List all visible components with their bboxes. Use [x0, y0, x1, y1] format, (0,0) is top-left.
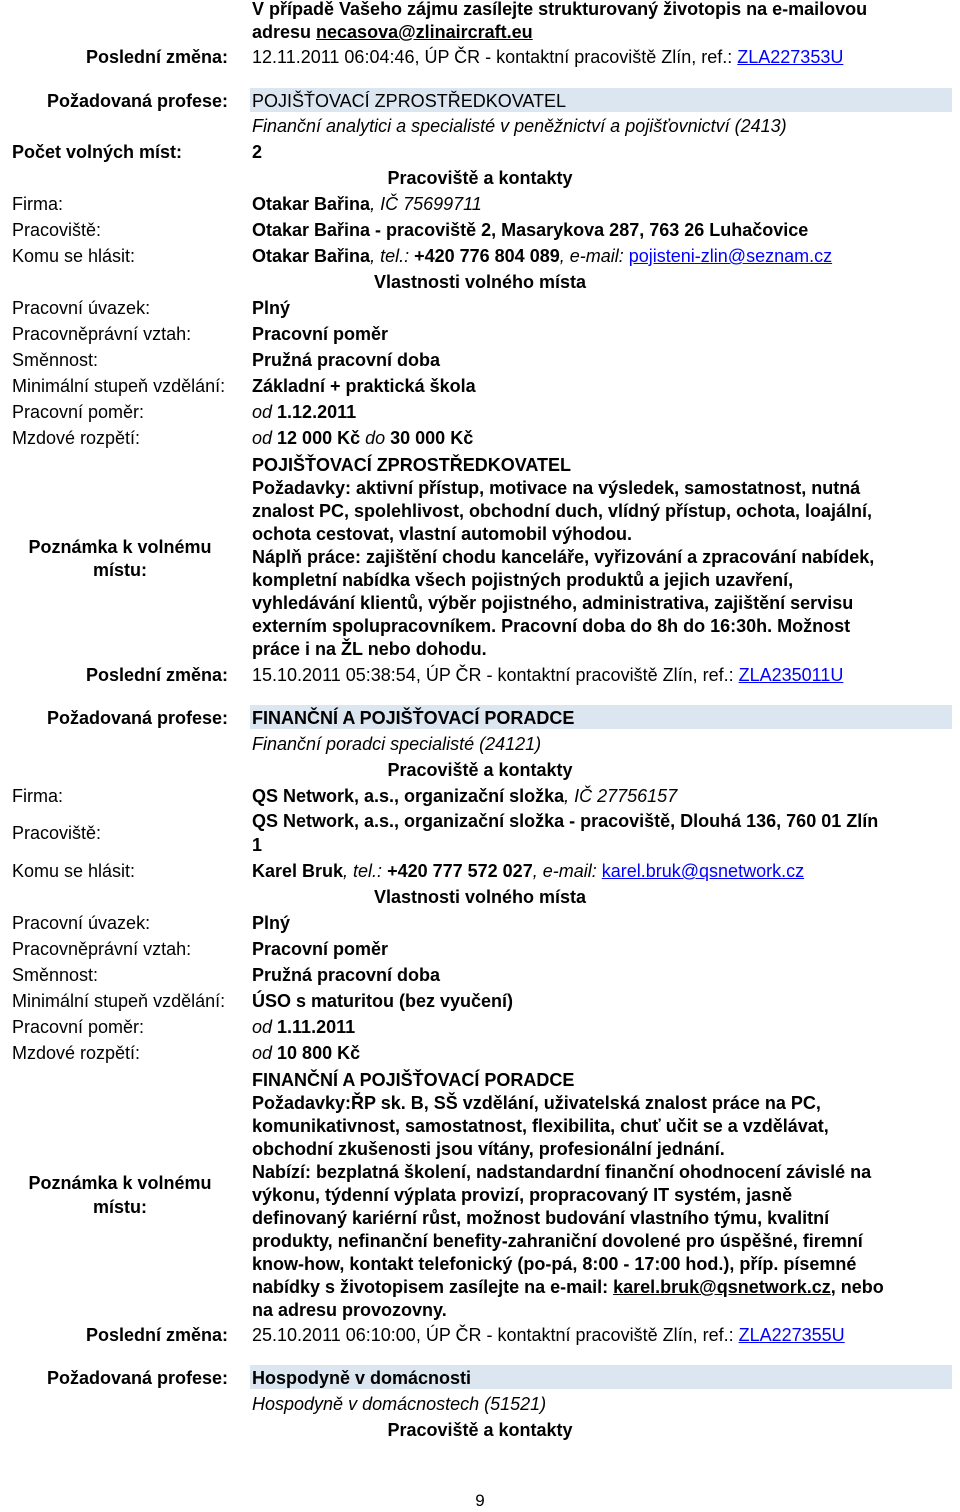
note-line: definovaný kariérní růst, možnost budování vlastního týmu, kvalitní: [252, 1208, 830, 1228]
workplace-value-2: 1: [252, 835, 263, 855]
note-line: know-how, kontakt telefonický (po-pá, 8:00 - 17:00 hod.), příp. písemné: [252, 1254, 857, 1274]
salary-label: Mzdové rozpětí:: [12, 428, 141, 448]
workplace-value: Otakar Bařina - pracoviště 2, Masarykova 287, 763 26 Luhačovice: [252, 220, 809, 240]
education-label: Minimální stupeň vzdělání:: [12, 991, 226, 1011]
contact-label: Komu se hlásit:: [12, 246, 136, 266]
profession-label: Požadovaná profese:: [46, 91, 228, 111]
last-change-value: 12.11.2011 06:04:46, ÚP ČR - kontaktní pracoviště Zlín, ref.: ZLA227353U: [252, 47, 844, 67]
note-label: Poznámka k volnému: [28, 537, 212, 557]
education-value: ÚSO s maturitou (bez vyučení): [252, 991, 514, 1011]
ref-link[interactable]: ZLA227353U: [737, 47, 844, 67]
section-header-workplace: Pracoviště a kontakty: [387, 168, 573, 188]
firm-value: QS Network, a.s., organizační složka, IČ 27756157: [252, 786, 678, 806]
note-line: Náplň práce: zajištění chodu kanceláře, vyřizování a zpracování nabídek,: [252, 547, 875, 567]
relation-label: Pracovněprávní vztah:: [12, 939, 192, 959]
note-line: produkty, nefinanční benefity-zahraniční dovolené pro úspěšné, firemní: [252, 1231, 863, 1251]
note-label-2: místu:: [93, 1197, 147, 1217]
note-line: FINANČNÍ A POJIŠŤOVACÍ PORADCE: [252, 1070, 575, 1090]
email-link[interactable]: necasova@zlinaircraft.eu: [316, 22, 533, 42]
note-line: výkonu, týdenní výplata provizí, propracovaný IT systém, jasně: [252, 1185, 793, 1205]
note-line: práce i na ŽL nebo dohodu.: [252, 639, 487, 659]
last-change-label: Poslední změna:: [85, 665, 228, 685]
note-line: nabídky s životopisem zasílejte na e-mail: karel.bruk@qsnetwork.cz, nebo: [252, 1277, 884, 1297]
workplace-value: QS Network, a.s., organizační složka - pracoviště, Dlouhá 136, 760 01 Zlín: [252, 811, 879, 831]
section-header-properties: Vlastnosti volného místa: [373, 272, 587, 292]
profession-title: POJIŠŤOVACÍ ZPROSTŘEDKOVATEL: [252, 91, 567, 111]
salary-value: od 10 800 Kč: [252, 1043, 361, 1063]
shift-label: Směnnost:: [12, 965, 99, 985]
prev-note-line-2: adresu necasova@zlinaircraft.eu: [252, 22, 533, 42]
workload-label: Pracovní úvazek:: [12, 298, 151, 318]
note-line: komunikativnost, samostatnost, flexibilita, chuť učit se a vzdělávat,: [252, 1116, 829, 1136]
contact-label: Komu se hlásit:: [12, 861, 136, 881]
profession-title: Hospodyně v domácnosti: [252, 1368, 472, 1388]
contact-email-link[interactable]: pojisteni-zlin@seznam.cz: [628, 246, 833, 266]
employment-value: od 1.11.2011: [252, 1017, 356, 1037]
section-header-workplace: Pracoviště a kontakty: [387, 1420, 573, 1440]
salary-value: od 12 000 Kč do 30 000 Kč: [252, 428, 474, 448]
shift-value: Pružná pracovní doba: [252, 350, 441, 370]
relation-value: Pracovní poměr: [252, 939, 389, 959]
note-line: ochota cestovat, vlastní automobil výhodou.: [252, 524, 633, 544]
salary-label: Mzdové rozpětí:: [12, 1043, 141, 1063]
note-line: obchodní zkušenosti jsou vítány, profesionální jednání.: [252, 1139, 725, 1159]
profession-label: Požadovaná profese:: [46, 1368, 228, 1388]
vacancies-value: 2: [252, 142, 263, 162]
section-header-workplace: Pracoviště a kontakty: [387, 760, 573, 780]
ref-link[interactable]: ZLA235011U: [738, 665, 844, 685]
prev-note-line-1: V případě Vašeho zájmu zasílejte strukturovaný životopis na e-mailovou: [252, 0, 868, 19]
profession-category: Finanční poradci specialisté (24121): [252, 734, 542, 754]
contact-value: Karel Bruk, tel.: +420 777 572 027, e-mail: karel.bruk@qsnetwork.cz: [252, 861, 805, 881]
education-label: Minimální stupeň vzdělání:: [12, 376, 226, 396]
contact-value: Otakar Bařina, tel.: +420 776 804 089, e-mail: pojisteni-zlin@seznam.cz: [252, 246, 833, 266]
last-change-label: Poslední změna:: [85, 1325, 228, 1345]
education-value: Základní + praktická škola: [252, 376, 476, 396]
firm-value: Otakar Bařina, IČ 75699711: [252, 194, 482, 214]
last-change-label: Poslední změna:: [85, 47, 228, 67]
employment-label: Pracovní poměr:: [12, 402, 145, 422]
firm-label: Firma:: [12, 786, 63, 806]
employment-label: Pracovní poměr:: [12, 1017, 145, 1037]
relation-label: Pracovněprávní vztah:: [12, 324, 192, 344]
shift-label: Směnnost:: [12, 350, 99, 370]
workload-label: Pracovní úvazek:: [12, 913, 151, 933]
vacancies-label: Počet volných míst:: [12, 142, 183, 162]
last-change-value: 25.10.2011 06:10:00, ÚP ČR - kontaktní pracoviště Zlín, ref.: ZLA227355U: [252, 1325, 845, 1345]
shift-value: Pružná pracovní doba: [252, 965, 441, 985]
note-line: Nabízí: bezplatná školení, nadstandardní finanční ohodnocení závislé na: [252, 1162, 872, 1182]
note-email-link[interactable]: karel.bruk@qsnetwork.cz: [613, 1277, 831, 1297]
last-change-value: 15.10.2011 05:38:54, ÚP ČR - kontaktní pracoviště Zlín, ref.: ZLA235011U: [252, 665, 844, 685]
employment-value: od 1.12.2011: [252, 402, 357, 422]
profession-category: Finanční analytici a specialisté v peněžnictví a pojišťovnictví (2413): [252, 116, 787, 136]
note-line: vyhledávání klientů, výběr pojistného, administrativa, zajištění servisu: [252, 593, 854, 613]
profession-label: Požadovaná profese:: [46, 708, 228, 728]
note-line: POJIŠŤOVACÍ ZPROSTŘEDKOVATEL: [252, 455, 572, 475]
contact-email-link[interactable]: karel.bruk@qsnetwork.cz: [601, 861, 805, 881]
profession-title: FINANČNÍ A POJIŠŤOVACÍ PORADCE: [252, 708, 575, 728]
note-line: na adresu provozovny.: [252, 1300, 447, 1320]
note-line: externím spolupracovníkem. Pracovní doba do 8h do 16:30h. Možnost: [252, 616, 851, 636]
workload-value: Plný: [252, 298, 291, 318]
ref-link[interactable]: ZLA227355U: [738, 1325, 845, 1345]
relation-value: Pracovní poměr: [252, 324, 389, 344]
note-line: Požadavky:ŘP sk. B, SŠ vzdělání, uživatelská znalost práce na PC,: [252, 1093, 821, 1113]
workload-value: Plný: [252, 913, 291, 933]
note-label-2: místu:: [93, 560, 147, 580]
workplace-label: Pracoviště:: [12, 220, 102, 240]
note-line: Požadavky: aktivní přístup, motivace na výsledek, samostatnost, nutná: [252, 478, 861, 498]
firm-label: Firma:: [12, 194, 63, 214]
workplace-label: Pracoviště:: [12, 823, 102, 843]
note-label: Poznámka k volnému: [28, 1173, 212, 1193]
section-header-properties: Vlastnosti volného místa: [373, 887, 587, 907]
profession-category: Hospodyně v domácnostech (51521): [252, 1394, 547, 1414]
note-line: kompletní nabídka všech pojistných produktů a jejich uzavření,: [252, 570, 794, 590]
page-number: 9: [475, 1491, 485, 1510]
note-line: znalost PC, spolehlivost, obchodní duch, vlídný přístup, ochota, loajální,: [252, 501, 873, 521]
